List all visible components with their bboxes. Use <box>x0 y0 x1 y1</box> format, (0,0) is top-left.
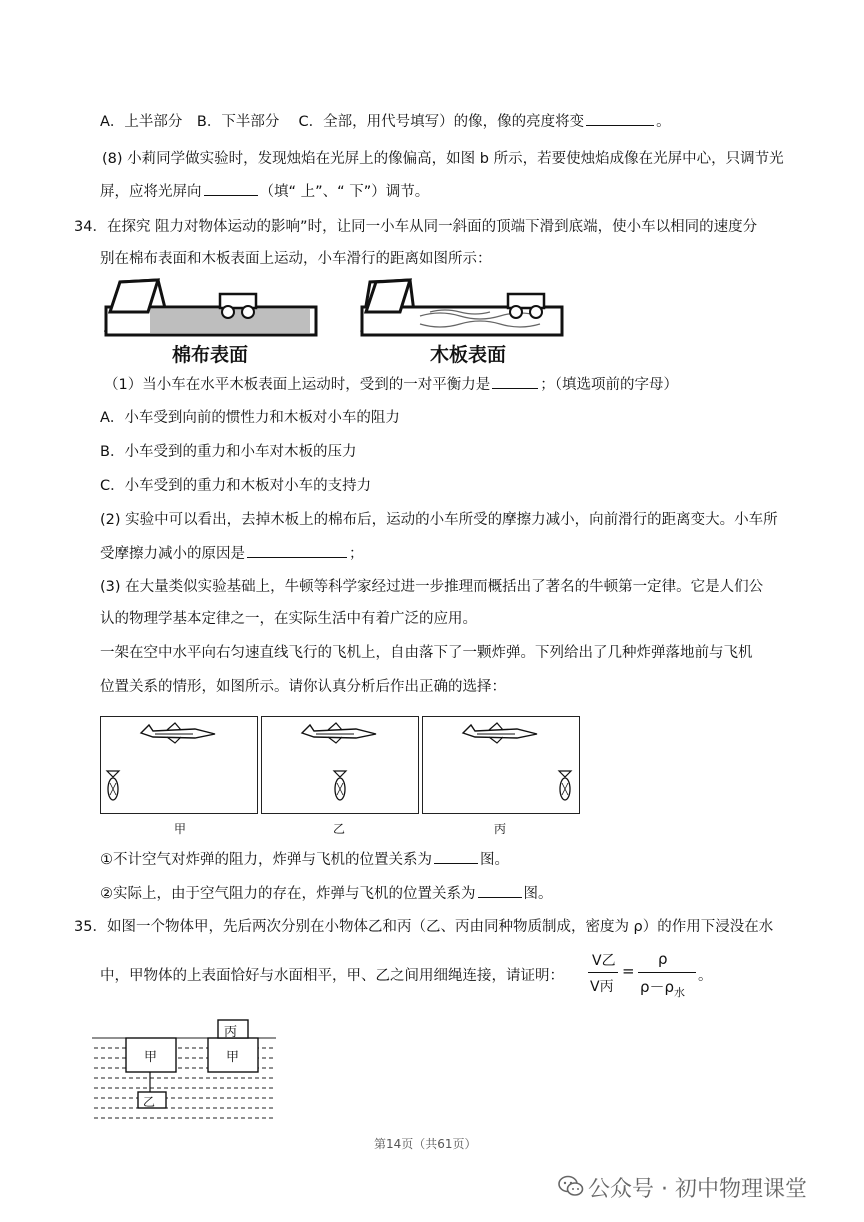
formula-equals: = <box>622 962 635 980</box>
text: ②实际上，由于空气阻力的存在，炸弹与飞机的位置关系为 <box>100 886 476 902</box>
wheel <box>530 306 542 318</box>
question-line: 一架在空中水平向右匀速直线飞行的飞机上，自由落下了一颗炸弹。下列给出了几种炸弹落地前与飞机 <box>100 645 753 661</box>
option-a: A．小车受到向前的惯性力和木板对小车的阻力 <box>100 410 400 426</box>
panel-label-bing: 丙 <box>494 822 507 836</box>
panel-label-yi: 乙 <box>333 822 346 836</box>
text: 受摩擦力减小的原因是 <box>100 546 245 562</box>
answer-blank[interactable] <box>204 181 258 196</box>
text: ρ－ρ <box>640 978 675 996</box>
text: 图。 <box>523 886 553 902</box>
answer-blank[interactable] <box>586 111 654 126</box>
text: ； <box>349 546 364 562</box>
wheel <box>242 306 254 318</box>
bomb-icon <box>557 769 573 803</box>
page-footer: 第14页（共61页） <box>374 1137 477 1151</box>
label-bing: 丙 <box>224 1025 238 1040</box>
wheel <box>510 306 522 318</box>
fraction-bar <box>588 972 618 973</box>
airplane-icon <box>461 721 541 747</box>
fraction-bar <box>638 972 696 973</box>
answer-blank[interactable] <box>434 849 478 864</box>
panel-yi <box>261 716 419 814</box>
airplane-icon <box>300 721 380 747</box>
wechat-icon <box>558 1175 584 1197</box>
formula-den-right <box>640 976 685 1000</box>
formula-num-right: ρ <box>658 950 668 968</box>
text: 屏，应将光屏向 <box>100 184 202 200</box>
label-jia-right: 甲 <box>226 1050 240 1065</box>
option-line <box>100 111 671 132</box>
question-line: 认的物理学基本定律之一，在实际生活中有着广泛的应用。 <box>100 611 477 627</box>
text: A．上半部分 B．下半部分 C．全部，用代号填写）的像，像的亮度将变 <box>100 114 585 130</box>
bomb-icon <box>332 769 348 803</box>
watermark: 公众号 · 初中物理课堂 <box>588 1177 807 1202</box>
text: 。 <box>656 114 671 130</box>
label-cotton: 棉布表面 <box>172 344 249 366</box>
ramp-left-top <box>110 280 158 312</box>
question-line <box>100 543 364 564</box>
buoyancy-figure <box>92 1018 282 1128</box>
choice-2 <box>100 883 553 904</box>
panel-label-jia: 甲 <box>174 822 187 836</box>
choice-1 <box>100 849 509 870</box>
formula-den-left: V丙 <box>590 979 614 995</box>
text: ①不计空气对炸弹的阻力，炸弹与飞机的位置关系为 <box>100 852 432 868</box>
subscript: 水 <box>674 986 686 999</box>
option-c: C．小车受到的重力和木板对小车的支持力 <box>100 478 372 494</box>
formula-num-left: V乙 <box>592 953 616 969</box>
question-line: 中，甲物体的上表面恰好与水面相平，甲、乙之间用细绳连接，请证明： <box>100 968 564 984</box>
text: ；（填选项前的字母） <box>540 377 678 393</box>
subquestion-3: (3) 在大量类似实验基础上，牛顿等科学家经过进一步推理而概括出了著名的牛顿第一定律。它是人们公 <box>100 579 764 595</box>
question-line: 位置关系的情形，如图所示。请你认真分析后作出正确的选择： <box>100 679 506 695</box>
answer-blank[interactable] <box>247 543 347 558</box>
label-jia-left: 甲 <box>144 1050 158 1065</box>
question-35: 35．如图一个物体甲，先后两次分别在小物体乙和丙（乙、丙由同种物质制成，密度为 ρ）的作用下浸没在水 <box>74 919 774 935</box>
panel-bing <box>422 716 580 814</box>
question-line: (8) 小莉同学做实验时，发现烛焰在光屏上的像偏高，如图 b 所示，若要使烛焰成像在光屏中心，只调节光 <box>102 151 784 167</box>
airplane-icon <box>139 721 219 747</box>
option-b: B．小车受到的重力和小车对木板的压力 <box>100 444 357 460</box>
panel-jia <box>100 716 258 814</box>
wheel <box>222 306 234 318</box>
subquestion-1 <box>104 374 678 395</box>
text: 图。 <box>480 852 509 868</box>
label-yi: 乙 <box>143 1095 156 1109</box>
question-34: 34．在探究 阻力对物体运动的影响”时，让同一小车从同一斜面的顶端下滑到底端，使小车以相同的速度分 <box>74 219 758 235</box>
text: （1）当小车在水平木板表面上运动时，受到的一对平衡力是 <box>104 377 491 393</box>
label-wood: 木板表面 <box>430 344 507 366</box>
text: （填“ 上”、“ 下”）调节。 <box>259 184 430 200</box>
answer-blank[interactable] <box>478 883 522 898</box>
period: 。 <box>698 968 713 984</box>
question-line <box>100 181 429 202</box>
bomb-icon <box>105 769 121 803</box>
question-line: 别在棉布表面和木板表面上运动，小车滑行的距离如图所示： <box>100 251 492 267</box>
subquestion-2: (2) 实验中可以看出，去掉木板上的棉布后，运动的小车所受的摩擦力减小，向前滑行的距离变大。小车所 <box>100 512 778 528</box>
answer-blank[interactable] <box>492 374 538 389</box>
